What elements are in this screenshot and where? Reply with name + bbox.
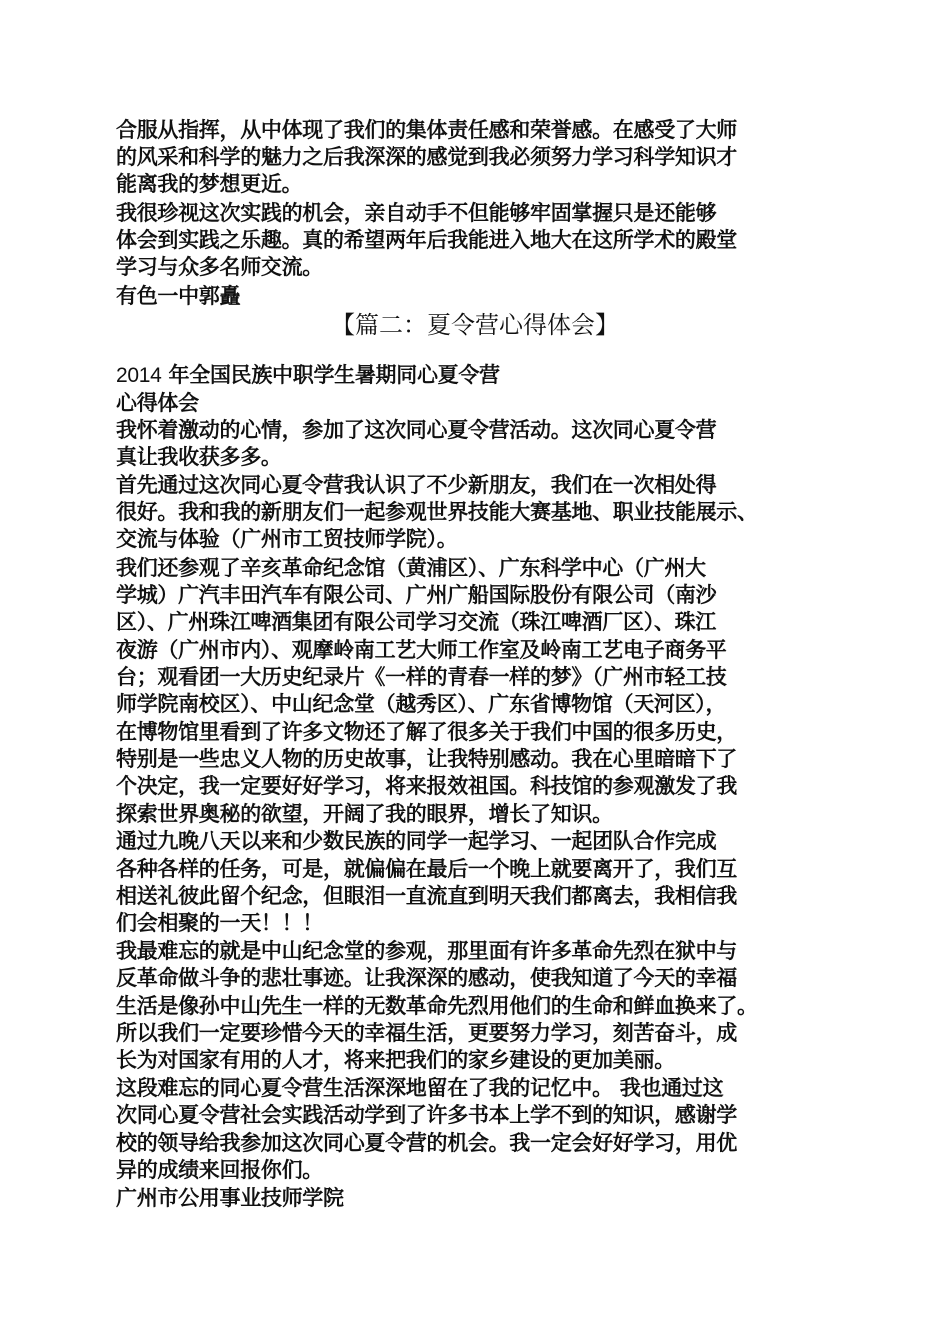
text-line: 次同心夏令营社会实践活动学到了许多书本上学不到的知识，感谢学 [116, 1103, 737, 1127]
text-line: 校的领导给我参加这次同心夏令营的机会。我一定会好好学习，用优 [116, 1131, 737, 1155]
text-line: 我怀着激动的心情，参加了这次同心夏令营活动。这次同心夏令营 [116, 418, 717, 442]
subtitle-year: 2014 [116, 364, 162, 387]
text-line: 生活是像孙中山先生一样的无数革命先烈用他们的生命和鲜血换来了。 [116, 994, 758, 1018]
text-line: 我最难忘的就是中山纪念堂的参观，那里面有许多革命先烈在狱中与 [116, 939, 737, 963]
text-line: 能离我的梦想更近。 [116, 172, 303, 196]
text-line: 各种各样的任务，可是，就偏偏在最后一个晚上就要离开了，我们互 [116, 857, 737, 881]
subtitle-line-2: 心得体会 [116, 391, 199, 415]
text-line: 个决定，我一定要好好学习，将来报效祖国。科技馆的参观激发了我 [116, 774, 737, 798]
text-line: 师学院南校区）、中山纪念堂（越秀区）、广东省博物馆（天河区）， [116, 692, 727, 716]
text-line: 很好。我和我的新朋友们一起参观世界技能大赛基地、职业技能展示、 [116, 500, 758, 524]
text-line: 的风采和科学的魅力之后我深深的感觉到我必须努力学习科学知识才 [116, 145, 737, 169]
text-line: 长为对国家有用的人才，将来把我们的家乡建设的更加美丽。 [116, 1048, 675, 1072]
text-line: 反革命做斗争的悲壮事迹。让我深深的感动，使我知道了今天的幸福 [116, 966, 737, 990]
text-line: 我很珍视这次实践的机会，亲自动手不但能够牢固掌握只是还能够 [116, 201, 717, 225]
text-line: 体会到实践之乐趣。真的希望两年后我能进入地大在这所学术的殿堂 [116, 228, 737, 252]
text-line: 台；观看团一大历史纪录片《一样的青春一样的梦》（广州市轻工技 [116, 665, 727, 689]
text-line: 首先通过这次同心夏令营我认识了不少新朋友，我们在一次相处得 [116, 473, 717, 497]
text-line: 通过九晚八天以来和少数民族的同学一起学习、一起团队合作完成 [116, 829, 717, 853]
text-line: 学习与众多名师交流。 [116, 255, 323, 279]
author-signature: 广州市公用事业技师学院 [116, 1186, 344, 1210]
author-signature: 有色一中郭矗 [116, 284, 241, 308]
text-line: 相送礼彼此留个纪念，但眼泪一直流直到明天我们都离去，我相信我 [116, 884, 737, 908]
text-line: 我们还参观了辛亥革命纪念馆（黄浦区）、广东科学中心（广州大 [116, 556, 706, 580]
section-heading: 【篇二：夏令营心得体会】 [331, 311, 619, 339]
text-line: 所以我们一定要珍惜今天的幸福生活，更要努力学习，刻苦奋斗，成 [116, 1021, 737, 1045]
text-line: 在博物馆里看到了许多文物还了解了很多关于我们中国的很多历史， [116, 720, 737, 744]
text-line: 们会相聚的一天！！！ [116, 911, 323, 935]
text-line: 学城）广汽丰田汽车有限公司、广州广船国际股份有限公司（南沙 [116, 583, 717, 607]
text-line: 区）、广州珠江啤酒集团有限公司学习交流（珠江啤酒厂区）、珠江 [116, 610, 716, 634]
text-line: 这段难忘的同心夏令营生活深深地留在了我的记忆中。 我也通过这 [116, 1076, 724, 1100]
text-line: 夜游（广州市内）、观摩岭南工艺大师工作室及岭南工艺电子商务平 [116, 638, 727, 662]
subtitle-text: 年全国民族中职学生暑期同心夏令营 [161, 363, 500, 387]
subtitle-line [116, 362, 846, 389]
text-line: 交流与体验（广州市工贸技师学院）。 [116, 527, 458, 551]
text-line: 真让我收获多多。 [116, 445, 282, 469]
text-line: 特别是一些忠义人物的历史故事，让我特别感动。我在心里暗暗下了 [116, 747, 737, 771]
text-line: 探索世界奥秘的欲望，开阔了我的眼界，增长了知识。 [116, 802, 613, 826]
text-line: 合服从指挥，从中体现了我们的集体责任感和荣誉感。在感受了大师 [116, 118, 737, 142]
text-line: 异的成绩来回报你们。 [116, 1158, 323, 1182]
